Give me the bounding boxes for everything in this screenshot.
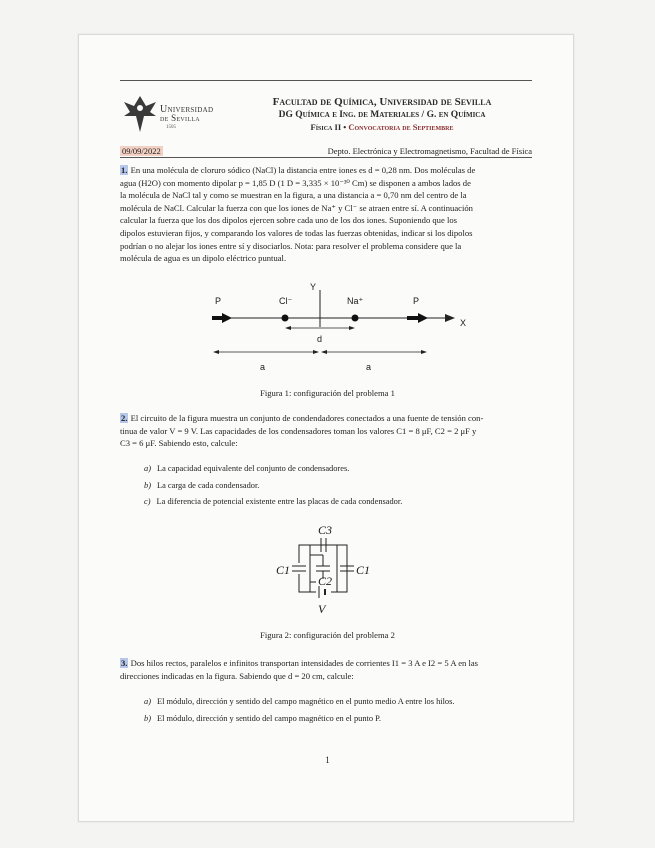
label-c1-left: C1	[276, 563, 291, 577]
course-name: Física II	[310, 122, 342, 132]
dimension-a-right-arrow-right-icon	[421, 350, 427, 354]
problem-3-line-0: Dos hilos rectos, paralelos e infinitos transportan intensidades de corrientes I1 = 3 A e I2 = 5 A en las	[130, 658, 479, 668]
dimension-d-arrow-right-icon	[349, 326, 355, 330]
problem-1-line-1: agua (H2O) con momento dipolar p = 1,85 D (1 D = 3,335 × 10⁻³⁰ Cm) se disponen a ambos lados de	[120, 177, 471, 188]
problem-2-line	[120, 412, 534, 425]
problem-3-item-b	[144, 713, 381, 725]
label-a-right: a	[366, 362, 372, 372]
x-axis-arrow-icon	[445, 314, 455, 322]
department: Depto. Electrónica y Electromagnetismo, Facultad de Física	[327, 146, 532, 156]
figure-1-caption: Figura 1: configuración del problema 1	[260, 388, 395, 398]
label-c2: C2	[318, 574, 333, 588]
problem-2-item-c	[144, 496, 402, 508]
problem-1-line-0: En una molécula de cloruro sódico (NaCl) la distancia entre iones es d = 0,28 nm. Dos moléculas de	[130, 165, 476, 175]
figure-2-caption: Figura 2: configuración del problema 2	[260, 630, 395, 640]
item-label: c)	[144, 497, 151, 506]
dipole-right-body	[407, 316, 419, 320]
problem-3-text	[120, 657, 534, 682]
label-y: Y	[310, 282, 317, 292]
label-a-left: a	[260, 362, 266, 372]
problem-2-text	[120, 412, 534, 450]
convocatoria: Convocatoria de Septiembre	[348, 122, 454, 132]
problem-1-line-5: dipolos estuvieran fijos, y comparando los valores de todas las fuerzas obtenidas, indicar si los dipolos	[120, 227, 473, 238]
logo-line-2: de Sevilla	[160, 113, 200, 123]
item-label: b)	[144, 714, 151, 723]
label-p-left: P	[215, 296, 222, 306]
item-label: a)	[144, 697, 151, 706]
problem-3-number: 3.	[121, 658, 128, 668]
problem-2-number: 2.	[121, 413, 128, 423]
logo-line-1: Universidad	[160, 104, 214, 115]
problem-1-line-2: la molécula de NaCl tal y como se muestran en la figura, a una distancia a = 0,70 nm del centro de la	[120, 190, 467, 201]
problem-1-line-6: podrían o no alejar los iones entre sí y disociarlos. Nota: para resolver el problema considere que la	[120, 240, 462, 251]
ion-na	[352, 315, 359, 322]
problem-1-line-3: molécula de NaCl. Calcular la fuerza con que los iones de Na⁺ y Cl⁻ se atraen entre sí. A continuación	[120, 202, 473, 213]
problem-3-item-a	[144, 696, 454, 708]
label-x: X	[460, 318, 467, 328]
label-d: d	[317, 334, 323, 344]
c1-left-gap	[298, 563, 308, 574]
problem-2-item-b	[144, 480, 259, 492]
exam-date: 09/09/2022	[122, 146, 161, 156]
item-text: El módulo, dirección y sentido del campo magnético en el punto P.	[156, 714, 381, 723]
problem-3-line	[120, 657, 534, 670]
item-text: La carga de cada condensador.	[156, 481, 260, 490]
problem-1-line-4: calcular la fuerza que los dos dipolos ejercen sobre cada uno de los dos iones. Suponiendo que los	[120, 215, 457, 226]
course-separator: •	[341, 122, 349, 132]
label-cl: Cl⁻	[279, 296, 293, 306]
page-number: 1	[325, 755, 330, 765]
problem-3-line-1: direcciones indicadas en la figura. Sabiendo que d = 20 cm, calcule:	[120, 670, 354, 681]
problem-2-line-0: El circuito de la figura muestra un conjunto de condendadores conectados a una fuente de tensión con-	[130, 413, 484, 423]
item-text: La diferencia de potencial existente entre las placas de cada condensador.	[156, 497, 403, 506]
item-text: La capacidad equivalente del conjunto de condensadores.	[156, 464, 350, 473]
dipole-left-arrow-icon	[222, 313, 232, 323]
problem-2-item-a	[144, 463, 349, 475]
dipole-right-arrow-icon	[418, 313, 428, 323]
faculty-title: Facultad de Química, Universidad de Sevilla	[272, 96, 492, 108]
ion-cl	[282, 315, 289, 322]
label-p-right: P	[413, 296, 420, 306]
label-v: V	[318, 602, 326, 616]
degree-title: DG Química e Ing. de Materiales / G. en Química	[278, 110, 486, 120]
problem-1-number: 1.	[121, 165, 128, 175]
dimension-a-left-arrow-right-icon	[313, 350, 319, 354]
problem-1-line-7: molécula de agua es un dipolo eléctrico puntual.	[120, 253, 287, 264]
dimension-a-left-arrow-left-icon	[213, 350, 219, 354]
label-c3: C3	[318, 523, 333, 537]
dimension-d-arrow-left-icon	[285, 326, 291, 330]
problem-2-line-1: tinua de valor V = 9 V. Las capacidades de los condensadores toman los valores C1 = 8 μF, C2 = 2 μF y	[120, 425, 477, 436]
item-text: El módulo, dirección y sentido del campo magnético en el punto medio A entre los hilos.	[156, 697, 455, 706]
label-na: Na⁺	[347, 296, 364, 306]
dimension-a-right-arrow-left-icon	[321, 350, 327, 354]
logo-year: 1505	[166, 125, 176, 130]
item-label: a)	[144, 464, 151, 473]
problem-2-line-2: C3 = 6 μF. Sabiendo esto, calcule:	[120, 438, 238, 449]
label-c1-right: C1	[356, 563, 371, 577]
item-label: b)	[144, 481, 151, 490]
